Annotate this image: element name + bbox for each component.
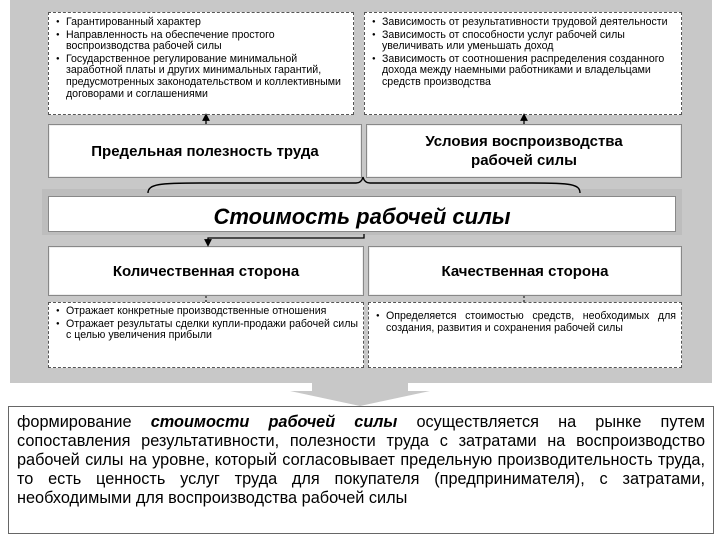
note-item: ● Государственное регулирование минимальной заработной платы и других минимальных гарантий, предусмотренных законодательством и коллективными договорами и соглашениями	[53, 54, 349, 100]
note-item: ● Зависимость от результативности трудовой деятельности	[369, 17, 677, 29]
note-item: ● Отражает конкретные производственные отношения	[53, 306, 358, 318]
note-item: ● Гарантированный характер	[53, 17, 349, 29]
labor-value-label: Стоимость рабочей силы	[213, 204, 511, 229]
note-item: ● Отражает результаты сделки купли-продажи рабочей силы с целью увеличения прибыли	[53, 319, 358, 342]
reproduction-conditions-line2: рабочей силы	[471, 152, 577, 169]
note-item: ● Определяется стоимостью средств, необходимых для создания, развития и сохранения рабочей силы	[373, 311, 676, 334]
brace-connector	[148, 177, 580, 193]
arrow-to-quantitative-box	[208, 234, 364, 243]
qualitative-label: Качественная сторона	[441, 262, 609, 280]
reproduction-conditions-line1: Условия воспроизводства	[425, 133, 623, 150]
conclusion-prefix: формирование	[17, 413, 151, 431]
note-item: ● Зависимость от способности услуг рабочей силы увеличивать или уменьшать доход	[369, 30, 677, 53]
quantitative-label: Количественная сторона	[112, 262, 300, 280]
conclusion-text-box	[8, 406, 714, 534]
note-item: ● Направленность на обеспечение простого воспроизводства рабочей силы	[53, 30, 349, 53]
marginal-utility-label: Предельная полезность труда	[91, 142, 319, 160]
note-item: ● Зависимость от соотношения распределения созданного дохода между наемными работниками и владельцами средств производства	[369, 54, 677, 89]
conclusion-text: осуществляется на рынке путем сопоставления результативности, полезности труда с затратами на воспроизводство рабочей силы на уровне, который согласовывает предельную производительность труда, то есть ценность услуг труда для покупателя (предпринимателя), с затратами, необходимыми для воспроизводства рабочей силы	[17, 413, 705, 507]
conclusion-emphasis: стоимости рабочей силы	[150, 413, 398, 431]
